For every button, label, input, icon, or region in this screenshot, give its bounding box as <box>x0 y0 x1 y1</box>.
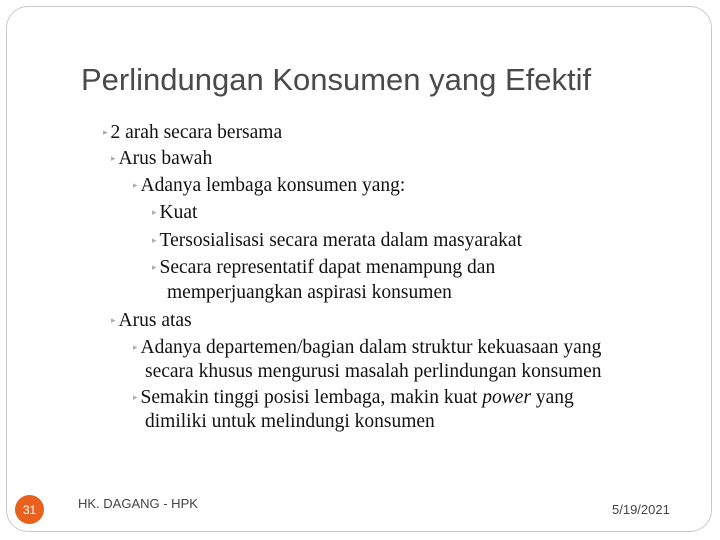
arrow-bullet-icon: ▸ <box>133 180 138 190</box>
bullet-item: ▸ Kuat <box>152 202 198 223</box>
arrow-bullet-icon: ▸ <box>152 262 157 272</box>
arrow-bullet-icon: ▸ <box>111 153 116 163</box>
bullet-item: ▸ Tersosialisasi secara merata dalam masyarakat <box>152 230 522 251</box>
bullet-item: ▸ Semakin tinggi posisi lembaga, makin kuat power yang <box>133 387 574 408</box>
page-number: 31 <box>22 502 37 517</box>
bullet-item: ▸ Adanya departemen/bagian dalam struktur kekuasaan yang <box>133 337 602 358</box>
arrow-bullet-icon: ▸ <box>103 127 108 137</box>
bullet-continuation: secara khusus mengurusi masalah perlindungan konsumen <box>145 361 602 382</box>
bullet-continuation: memperjuangkan aspirasi konsumen <box>167 282 452 303</box>
slide-title: Perlindungan Konsumen yang Efektif <box>81 62 592 97</box>
arrow-bullet-icon: ▸ <box>152 207 157 217</box>
page-number-badge <box>15 495 44 524</box>
footer-date: 5/19/2021 <box>612 502 670 517</box>
bullet-item: ▸ 2 arah secara bersama <box>103 122 283 143</box>
bullet-continuation: dimiliki untuk melindungi konsumen <box>145 411 435 432</box>
arrow-bullet-icon: ▸ <box>152 235 157 245</box>
bullet-item: ▸ Arus bawah <box>111 148 213 169</box>
arrow-bullet-icon: ▸ <box>133 342 138 352</box>
footer-left-text: HK. DAGANG - HPK <box>78 496 198 511</box>
bullet-item: ▸ Adanya lembaga konsumen yang: <box>133 175 406 196</box>
arrow-bullet-icon: ▸ <box>133 392 138 402</box>
arrow-bullet-icon: ▸ <box>111 315 116 325</box>
bullet-item: ▸ Secara representatif dapat menampung dan <box>152 257 496 278</box>
bullet-item: ▸ Arus atas <box>111 310 192 331</box>
